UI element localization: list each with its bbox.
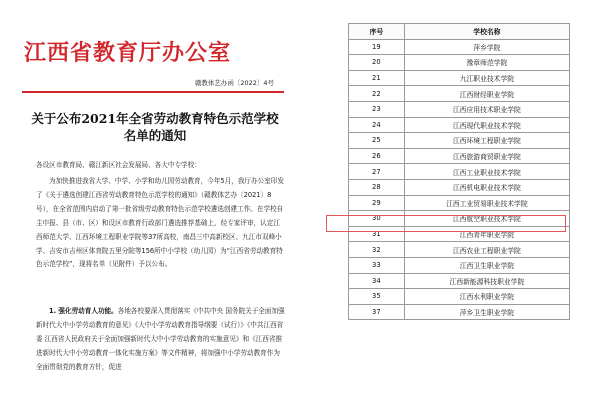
- row-index: 25: [349, 133, 405, 149]
- row-school-name: 江西机电职业技术学院: [404, 179, 569, 195]
- greeting: 各设区市教育局、赣江新区社会发展局、各大中专学校：: [36, 161, 201, 169]
- table-row: [349, 257, 570, 273]
- row-index: 33: [349, 257, 405, 273]
- row-school-name: 萍乡卫生职业学院: [404, 304, 569, 320]
- table-row: [349, 117, 570, 133]
- row-index: 31: [349, 226, 405, 242]
- header-divider: [22, 91, 284, 93]
- table-row: [349, 70, 570, 86]
- row-index: 26: [349, 148, 405, 164]
- row-school-name: 江西工业贸易职业技术学院: [404, 195, 569, 211]
- row-school-name: 江西现代职业技术学院: [404, 117, 569, 133]
- table-row: [349, 55, 570, 71]
- row-index: 28: [349, 179, 405, 195]
- row-index: 35: [349, 289, 405, 305]
- row-school-name: 豫章师范学院: [404, 55, 569, 71]
- row-index: 34: [349, 273, 405, 289]
- row-index: 32: [349, 242, 405, 258]
- paragraph-2: [36, 305, 286, 375]
- row-school-name: 江西应用技术职业学院: [404, 101, 569, 117]
- table-row: [349, 195, 570, 211]
- table-row: [349, 273, 570, 289]
- table-row: [349, 86, 570, 102]
- paragraph-2-body: 各地各校要深入贯彻落实《中共中央 国务院关于全面加强新时代大中小学劳动教育的意见》《大中小学劳动教育指导纲要（试行）》《中共江西省委 江西省人民政府关于全面加强新时代大中小学劳动教育的实施意见》和《江西省推进新时代大中小劳动教育一体化实施方案》等文件精神，将加强中小学劳动教育作为全面贯彻党的教育方针，促进: [36, 307, 285, 371]
- row-index: 22: [349, 86, 405, 102]
- document-number: 赣教体艺办函〔2022〕4号: [194, 79, 274, 87]
- table-row: [349, 211, 570, 227]
- table-row: [349, 304, 570, 320]
- row-index: 27: [349, 164, 405, 180]
- table-row: [349, 39, 570, 55]
- paragraph-1: 为加快推进我省大学、中学、小学和幼儿园劳动教育，今年5月，我厅办公室印发了《关于遴选创建江西省劳动教育特色示范学校的通知》（赣教体艺办〔2021〕8号），在全省范围内启动了第一批省级劳动教育特色示范学校遴选创建工作。在学校自主申报、县（市、区）和设区市教育行政部门遴选推荐基础上，经专家评审，认定江西师范大学、江西环境工程职业学院等37所高校，南昌三中高新校区、九江市双峰小学、吉安市吉州区体育院五里分院等156所中小学校（幼儿园）为“江西省劳动教育特色示范学校”，现将名单（见附件）予以公布。: [36, 177, 284, 269]
- table-row: [349, 164, 570, 180]
- row-index: 19: [349, 39, 405, 55]
- row-school-name: 江西环境工程职业学院: [404, 133, 569, 149]
- table-row: [349, 148, 570, 164]
- header-school-name: 学校名称: [404, 24, 569, 40]
- row-school-name: 江西航空职业技术学院: [404, 211, 569, 227]
- table-row: [349, 226, 570, 242]
- row-school-name: 萍乡学院: [404, 39, 569, 55]
- school-list-page: [300, 0, 600, 405]
- row-school-name: 江西旅游商贸职业学院: [404, 148, 569, 164]
- row-index: 20: [349, 55, 405, 71]
- document-title: 关于公布2021年全省劳动教育特色示范学校名单的通知: [31, 111, 279, 143]
- row-school-name: 江西财经职业学院: [404, 86, 569, 102]
- row-school-name: 江西农业工程职业学院: [404, 242, 569, 258]
- row-index: 37: [349, 304, 405, 320]
- header-index: 序号: [349, 24, 405, 40]
- row-school-name: 九江职业技术学院: [404, 70, 569, 86]
- row-school-name: 江西新能源科技职业学院: [404, 273, 569, 289]
- table-header-row: [349, 24, 570, 40]
- row-index: 29: [349, 195, 405, 211]
- table-row: [349, 101, 570, 117]
- row-index: 23: [349, 101, 405, 117]
- row-school-name: 江西水利职业学院: [404, 289, 569, 305]
- row-index: 21: [349, 70, 405, 86]
- row-index: 30: [349, 211, 405, 227]
- table-row: [349, 133, 570, 149]
- row-index: 24: [349, 117, 405, 133]
- row-school-name: 江西卫生职业学院: [404, 257, 569, 273]
- paragraph-2-heading: 1. 强化劳动育人功能。: [49, 307, 118, 315]
- table-row: [349, 179, 570, 195]
- table-row: [349, 242, 570, 258]
- row-school-name: 江西工业职业技术学院: [404, 164, 569, 180]
- row-school-name: 江西青年职业学院: [404, 226, 569, 242]
- table-row: [349, 289, 570, 305]
- school-table: [348, 23, 570, 320]
- office-title: 江西省教育厅办公室: [24, 40, 232, 66]
